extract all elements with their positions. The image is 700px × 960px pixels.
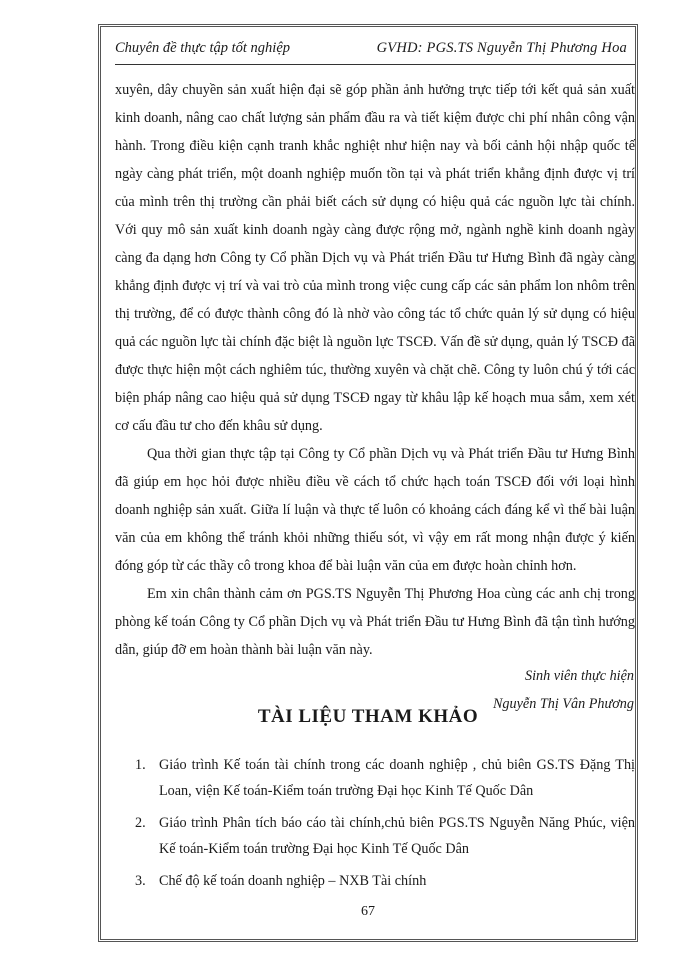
reference-item (135, 752, 635, 804)
paragraph-1: xuyên, dây chuyền sản xuất hiện đại sẽ góp phần ảnh hưởng trực tiếp tới kết quả sản xuất kinh doanh, nâng cao chất lượng sản phẩm đầu ra và tiết kiệm được chi phí nhân công vận hành. Trong điều kiện cạnh tranh khắc nghiệt như hiện nay và bối cảnh hội nhập quốc tế ngày càng phát triển, một doanh nghiệp muốn tồn tại và phát triển khẳng định được vị trí của mình trên thị trường cần phải biết cách sử dụng có hiệu quả các nguồn lực tài chính. Với quy mô sản xuất kinh doanh ngày càng được rộng mở, ngành nghề kinh doanh ngày càng đa dạng hơn Công ty Cổ phần Dịch vụ và Phát triển Đầu tư Hưng Bình đã ngày càng khẳng định được vị trí và vai trò của mình trong việc cung cấp các sản phẩm lon nhôm trên thị trường, để có được thành công đó là nhờ vào công tác tổ chức quản lý sử dụng có hiệu quả các nguồn lực tài chính đặc biệt là nguồn lực TSCĐ. Vấn đề sử dụng, quản lý TSCĐ đã được thực hiện một cách nghiêm túc, thường xuyên và chặt chẽ. Công ty luôn chú ý tới các biện pháp nâng cao hiệu quả sử dụng TSCĐ ngay từ khâu lập kế hoạch mua sắm, xem xét cơ cấu đầu tư cho đến khâu sử dụng. (115, 82, 635, 434)
reference-number: 1. (135, 757, 146, 773)
paragraph-2: Qua thời gian thực tập tại Công ty Cổ phần Dịch vụ và Phát triển Đầu tư Hưng Bình đã giúp em học hỏi được nhiều điều về cách tổ chức hạch toán TSCĐ đối với loại hình doanh nghiệp sản xuất. Giữa lí luận và thực tế luôn có khoảng cách đáng kể vì thế bài luận văn của em không thể tránh khỏi những thiếu sót, vì vậy em rất mong nhận được ý kiến đóng góp từ các thầy cô trong khoa để bài luận văn của em được hoàn chỉnh hơn. (115, 446, 635, 574)
page-header (115, 36, 635, 65)
header-left: Chuyên đề thực tập tốt nghiệp (115, 40, 291, 56)
page-number: 67 (361, 904, 375, 919)
reference-item (135, 810, 635, 862)
reference-text: Chế độ kế toán doanh nghiệp – NXB Tài chính (159, 873, 427, 889)
body-text (115, 76, 635, 664)
reference-text: Giáo trình Phân tích báo cáo tài chính,chủ biên PGS.TS Nguyễn Năng Phúc, viện Kế toán-Kiểm toán trường Đại học Kinh Tế Quốc Dân (159, 815, 635, 857)
reference-item (135, 868, 635, 894)
references-list (135, 752, 635, 900)
references-title: TÀI LIỆU THAM KHẢO (257, 706, 479, 727)
signature-name: Nguyễn Thị Vân Phương (492, 696, 634, 712)
reference-number: 2. (135, 815, 146, 831)
reference-number: 3. (135, 873, 146, 889)
paragraph-3: Em xin chân thành cảm ơn PGS.TS Nguyễn Thị Phương Hoa cùng các anh chị trong phòng kế toán Công ty Cổ phần Dịch vụ và Phát triển Đầu tư Hưng Bình đã tận tình hướng dẫn, giúp đỡ em hoàn thành bài luận văn này. (115, 586, 635, 658)
signature-role: Sinh viên thực hiện (525, 668, 634, 684)
header-right: GVHD: PGS.TS Nguyễn Thị Phương Hoa (376, 40, 627, 56)
reference-text: Giáo trình Kế toán tài chính trong các doanh nghiệp , chủ biên GS.TS Đặng Thị Loan, viện Kế toán-Kiểm toán trường Đại học Kinh Tế Quốc Dân (159, 757, 635, 799)
